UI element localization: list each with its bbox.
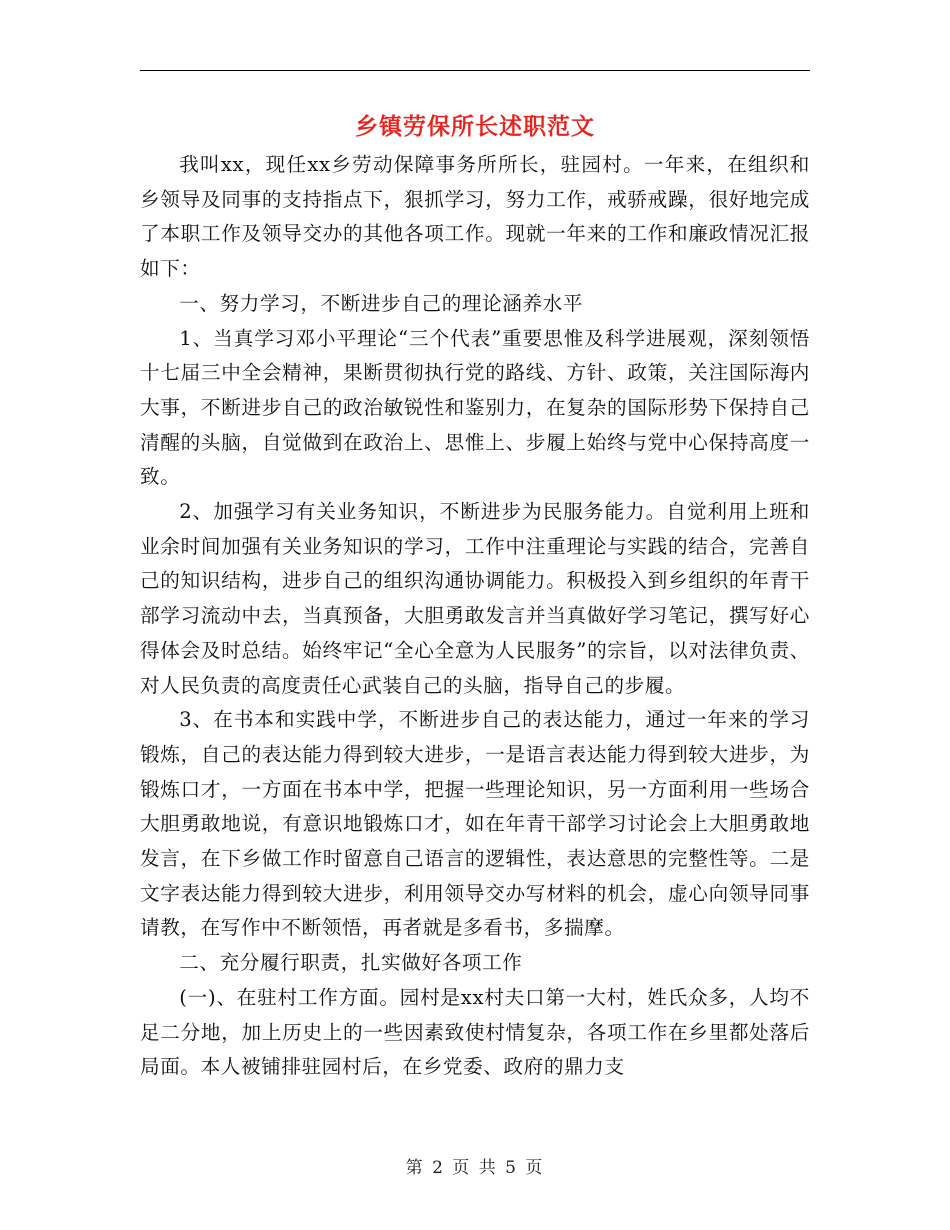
paragraph-study-1: 1、当真学习邓小平理论“三个代表”重要思惟及科学进展观，深刻领悟十七届三中全会精神，果断贯彻执行党的路线、方针、政策，关注国际海内大事，不断进步自己的政治敏锐性和鉴别力，在复杂的国际形势下保持自己清醒的头脑，自觉做到在政治上、思惟上、步履上始终与党中心保持高度一致。 — [140, 326, 810, 489]
section-heading-duties: 二、充分履行职责，扎实做好各项工作 — [179, 951, 523, 975]
document-title: 乡镇劳保所长述职范文 — [355, 113, 595, 140]
paragraph-duties-1: (一)、在驻村工作方面。园村是xx村夫口第一大村，姓氏众多，人均不足二分地，加上历史上的一些因素致使村情复杂，各项工作在乡里都处落后局面。本人被铺排驻园村后，在乡党委、政府的鼎力支 — [140, 985, 810, 1079]
paragraph-intro: 我叫xx，现任xx乡劳动保障事务所所长，驻园村。一年来，在组织和乡领导及同事的支持指点下，狠抓学习，努力工作，戒骄戒躁，很好地完成了本职工作及领导交办的其他各项工作。现就一年来的工作和廉政情况汇报如下： — [140, 153, 810, 281]
section-heading-study: 一、努力学习，不断进步自己的理论涵养水平 — [179, 291, 584, 315]
page-footer: 第 2 页 共 5 页 — [405, 1158, 545, 1178]
paragraph-study-2: 2、加强学习有关业务知识，不断进步为民服务能力。自觉利用上班和业余时间加强有关业务知识的学习，工作中注重理论与实践的结合，完善自己的知识结构，进步自己的组织沟通协调能力。积极投入到乡组织的年青干部学习流动中去，当真预备，大胆勇敢发言并当真做好学习笔记，撰写好心得体会及时总结。始终牢记“全心全意为人民服务”的宗旨，以对法律负责、对人民负责的高度责任心武装自己的头脑，指导自己的步履。 — [140, 500, 810, 697]
header-rule — [140, 70, 810, 71]
paragraph-study-3: 3、在书本和实践中学，不断进步自己的表达能力，通过一年来的学习锻炼，自己的表达能力得到较大进步，一是语言表达能力得到较大进步，为锻炼口才，一方面在书本中学，把握一些理论知识，另一方面利用一些场合大胆勇敢地说，有意识地锻炼口才，如在年青干部学习讨论会上大胆勇敢地发言，在下乡做工作时留意自己语言的逻辑性，表达意思的完整性等。二是文字表达能力得到较大进步，利用领导交办写材料的机会，虚心向领导同事请教，在写作中不断领悟，再者就是多看书，多揣摩。 — [140, 708, 810, 940]
document-body — [140, 148, 810, 1085]
